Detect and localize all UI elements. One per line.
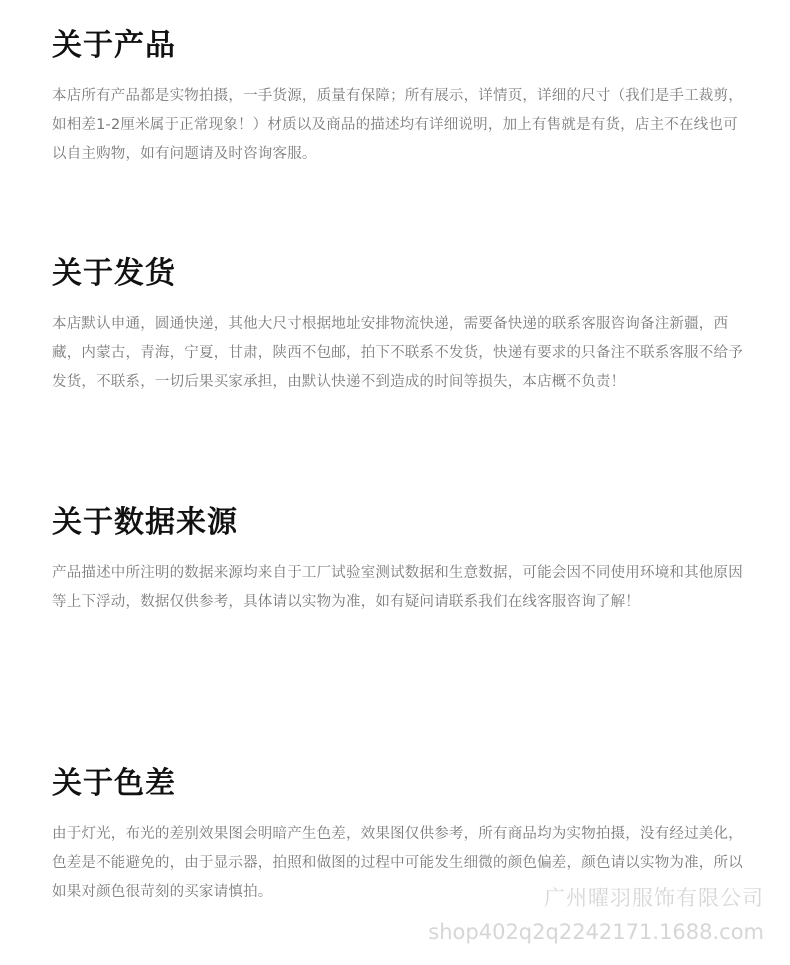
watermark-company: 广州曜羽服饰有限公司 [544,886,764,910]
section-body: 本店默认申通，圆通快递，其他大尺寸根据地址安排物流快递，需要备快递的联系客服咨询备注新疆，西藏，内蒙古，青海，宁夏，甘肃，陕西不包邮，拍下不联系不发货，快递有要求的只备注不联系客服不给予发货，不联系，一切后果买家承担，由默认快递不到造成的时间等损失，本店概不负责！ [52,316,743,390]
section-title: 关于色差 [52,766,176,801]
section-about-product [52,28,752,169]
watermark-url: shop402q2q2242171.1688.com [428,920,764,944]
section-about-data-source [52,505,752,617]
section-title: 关于数据来源 [52,505,238,540]
section-about-shipping [52,256,752,397]
section-body: 本店所有产品都是实物拍摄，一手货源，质量有保障；所有展示，详情页，详细的尺寸（我们是手工裁剪，如相差1-2厘米属于正常现象！）材质以及商品的描述均有详细说明，加上有售就是有货，店主不在线也可以自主购物，如有问题请及时咨询客服。 [52,88,743,162]
section-title: 关于产品 [52,28,176,63]
section-body: 由于灯光，布光的差别效果图会明暗产生色差，效果图仅供参考，所有商品均为实物拍摄，没有经过美化，色差是不能避免的，由于显示器，拍照和做图的过程中可能发生细微的颜色偏差，颜色请以实物为准，所以如果对颜色很苛刻的买家请慎拍。 [52,826,743,900]
section-body: 产品描述中所注明的数据来源均来自于工厂试验室测试数据和生意数据，可能会因不同使用环境和其他原因等上下浮动，数据仅供参考，具体请以实物为准，如有疑问请联系我们在线客服咨询了解！ [52,565,743,610]
section-title: 关于发货 [52,256,176,291]
